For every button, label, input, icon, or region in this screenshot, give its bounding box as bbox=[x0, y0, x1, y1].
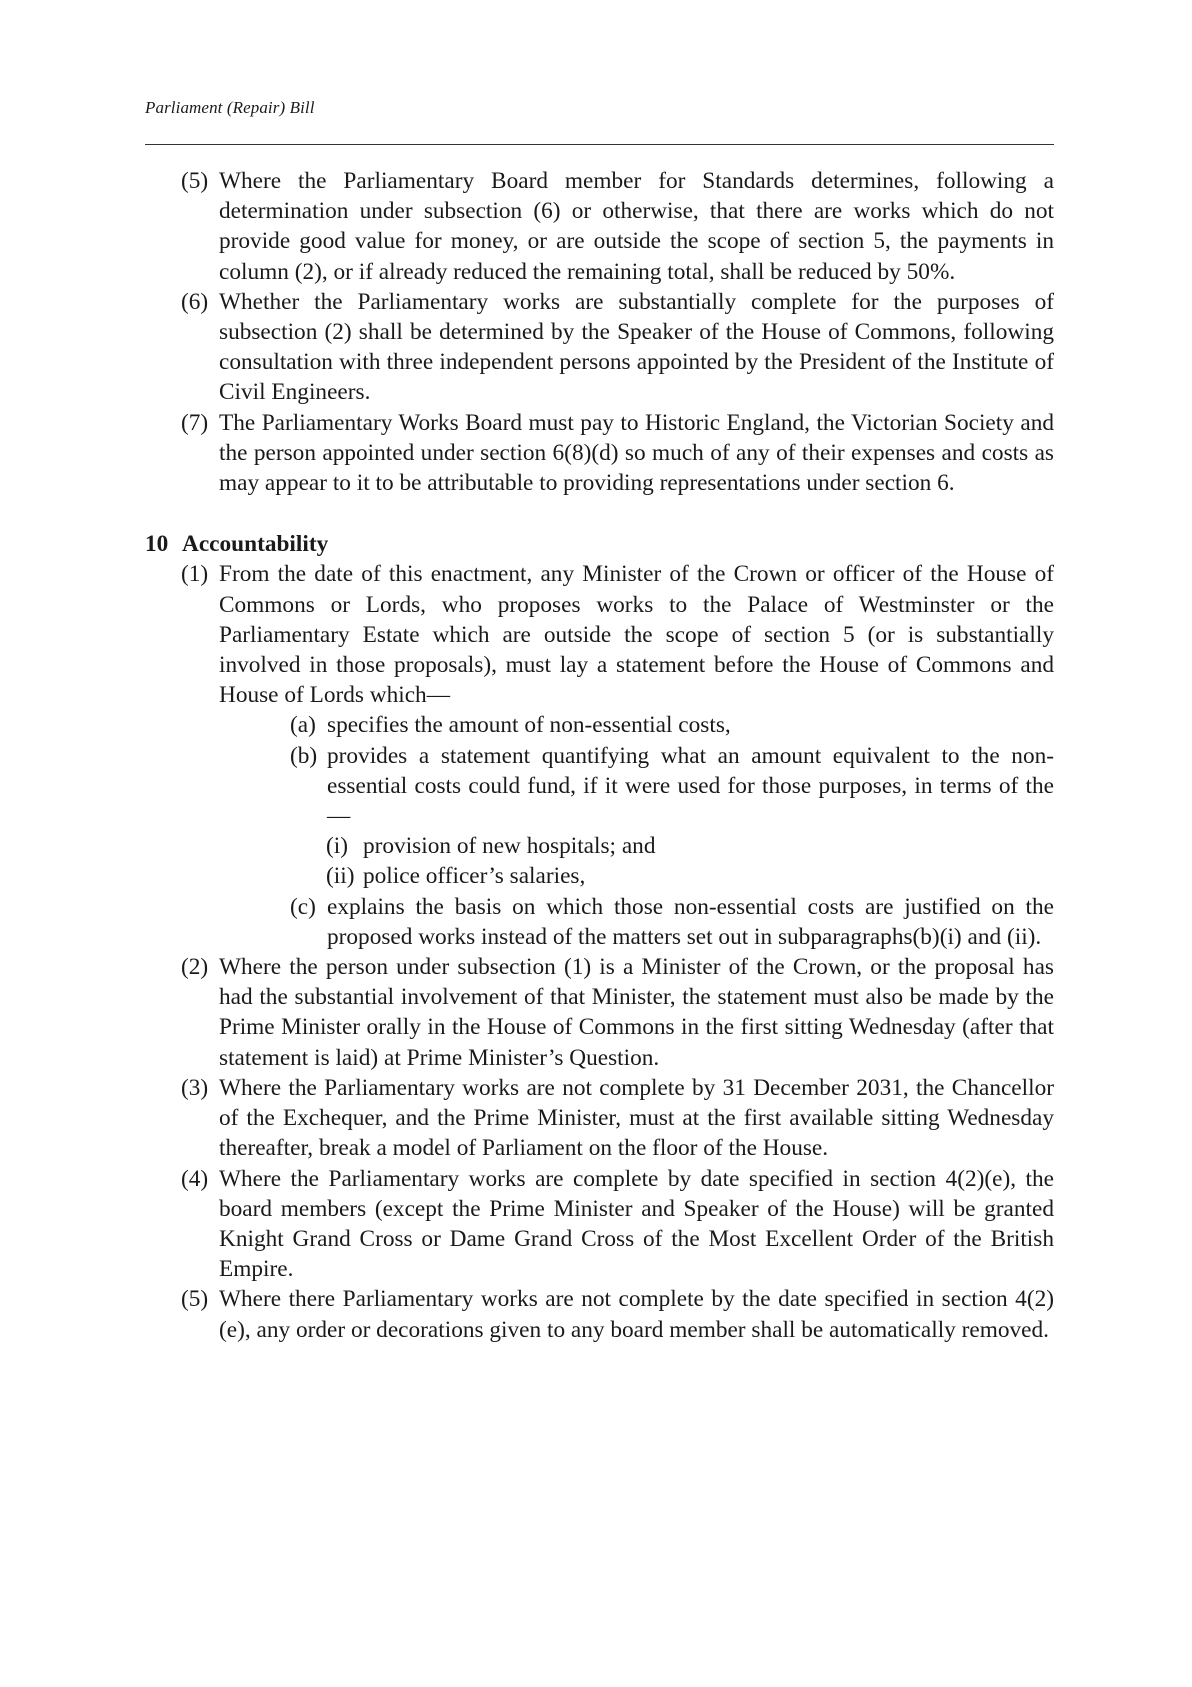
paragraph-letter: (a) bbox=[290, 712, 316, 739]
section10-subsection-1 bbox=[145, 559, 1054, 710]
subsection-6 bbox=[145, 287, 1054, 408]
subsection-number: (1) bbox=[181, 561, 209, 588]
paragraph-letter: (c) bbox=[290, 893, 316, 920]
subsection-number: (4) bbox=[181, 1165, 209, 1192]
paragraph-text: explains the basis on which those non-essential costs are justified on the proposed works instead of the matters set out in subparagraphs(b)(i) and (ii). bbox=[327, 893, 1054, 950]
section10-subsection-2 bbox=[145, 952, 1054, 1073]
subsection-text: Where the Parliamentary works are not complete by 31 December 2031, the Chancellor of the Exchequer, and the Prime Minister, must at the first available sitting Wednesday thereafter, break a model of Parliament on the floor of the House. bbox=[219, 1074, 1054, 1162]
subparagraph-i bbox=[145, 831, 1054, 861]
subsection-text: Where the person under subsection (1) is a Minister of the Crown, or the proposal has had the substantial involvement of that Minister, the statement must also be made by the Prime Minister orally in the House of Commons in the first sitting Wednesday (after that statement is laid) at Prime Minister’s Question. bbox=[219, 954, 1054, 1071]
section-heading bbox=[145, 529, 1054, 559]
subsection-text: Whether the Parliamentary works are substantially complete for the purposes of subsection (2) shall be determined by the Speaker of the House of Commons, following consultation with three independent persons appointed by the President of the Institute of Civil Engineers. bbox=[219, 288, 1054, 406]
paragraph-text: specifies the amount of non-essential costs, bbox=[327, 712, 731, 739]
subparagraph-ii bbox=[145, 861, 1054, 891]
subsection-text: The Parliamentary Works Board must pay to Historic England, the Victorian Society and the person appointed under section 6(8)(d) so much of any of their expenses and costs as may appear to it to be attributable to providing representations under section 6. bbox=[219, 409, 1054, 497]
subparagraph-text: provision of new hospitals; and bbox=[363, 833, 656, 860]
document-body bbox=[145, 166, 1054, 1345]
subsection-5 bbox=[145, 166, 1054, 287]
subsection-number: (3) bbox=[181, 1074, 209, 1101]
subsection-text: From the date of this enactment, any Minister of the Crown or officer of the House of Commons or Lords, who proposes works to the Palace of Westminster or the Parliamentary Estate which are outside the scope of section 5 (or is substantially involved in those proposals), must lay a statement before the House of Commons and House of Lords which— bbox=[219, 561, 1054, 709]
subsection-number: (5) bbox=[181, 1286, 209, 1313]
paragraph-a bbox=[145, 710, 1054, 740]
paragraph-text: provides a statement quantifying what an amount equivalent to the non-essential costs could fund, if it were used for those purposes, in terms of the— bbox=[327, 742, 1054, 830]
subparagraph-numeral: (i) bbox=[326, 833, 348, 860]
subsection-text: Where the Parliamentary works are complete by date specified in section 4(2)(e), the board members (except the Prime Minister and Speaker of the House) will be granted Knight Grand Cross or Dame Grand Cross of the Most Excellent Order of the British Empire. bbox=[219, 1165, 1054, 1283]
section-title: Accountability bbox=[182, 531, 329, 558]
header-divider bbox=[145, 144, 1054, 145]
section10-subsection-4 bbox=[145, 1164, 1054, 1285]
subparagraph-text: police officer’s salaries, bbox=[363, 863, 586, 890]
subsection-7 bbox=[145, 408, 1054, 499]
subsection-number: (6) bbox=[181, 288, 209, 315]
paragraph-c bbox=[145, 892, 1054, 952]
section10-subsection-3 bbox=[145, 1073, 1054, 1164]
subsection-number: (5) bbox=[181, 168, 209, 194]
subsection-number: (2) bbox=[181, 954, 209, 981]
subsection-text: Where there Parliamentary works are not complete by the date specified in section 4(2)(e), any order or decorations given to any board member shall be automatically removed. bbox=[219, 1286, 1054, 1343]
subsection-number: (7) bbox=[181, 409, 209, 436]
subsection-text: Where the Parliamentary Board member for Standards determines, following a determination under subsection (6) or otherwise, that there are works which do not provide good value for money, or are outside the scope of section 5, the payments in column (2), or if already reduced the remaining total, shall be reduced by 50%. bbox=[219, 168, 1054, 285]
running-header: Parliament (Repair) Bill bbox=[145, 98, 315, 117]
subparagraph-numeral: (ii) bbox=[326, 863, 355, 890]
section10-subsection-5 bbox=[145, 1284, 1054, 1344]
section-number: 10 bbox=[145, 531, 169, 558]
paragraph-b bbox=[145, 741, 1054, 832]
paragraph-letter: (b) bbox=[290, 742, 318, 769]
